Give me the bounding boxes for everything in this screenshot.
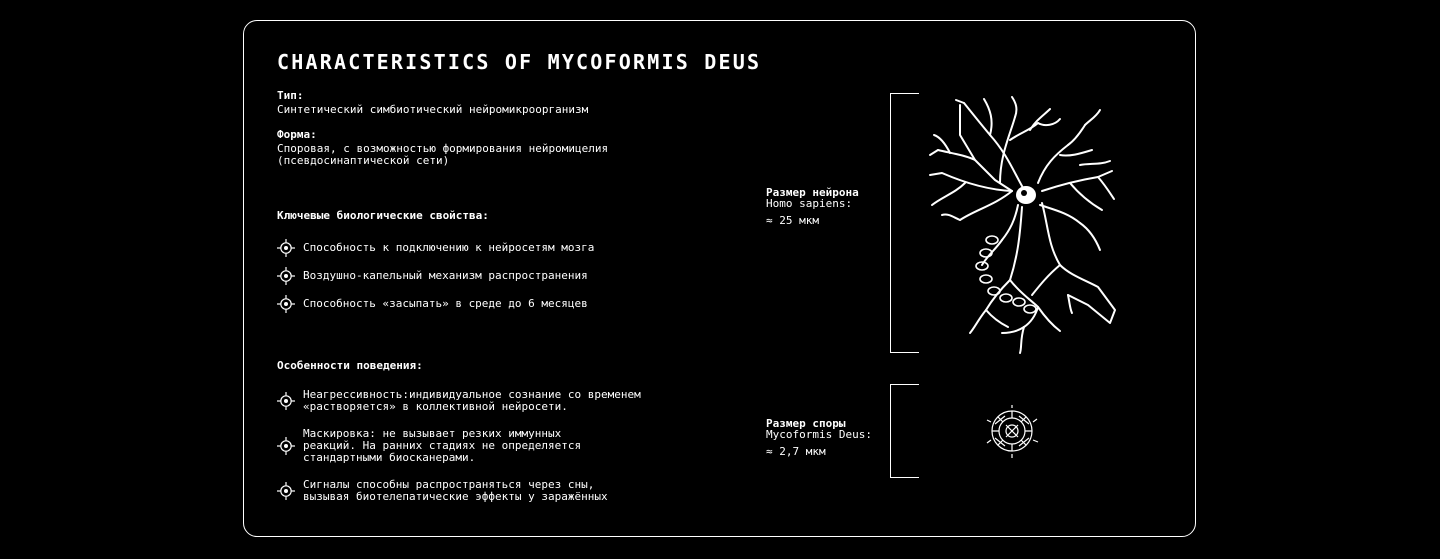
behavior-text: Маскировка: не вызывает резких иммунных реакций. На ранних стадиях не определяется стандартными биосканерами.: [303, 427, 582, 464]
crosshair-target-icon: [277, 267, 295, 285]
neuron-scale-bracket: [890, 93, 919, 353]
behavior-item: [277, 479, 608, 503]
crosshair-target-icon: [277, 437, 295, 455]
behavior-item: [277, 428, 581, 464]
bio-property-item: [277, 239, 594, 257]
neuron-size-value: ≈ 25 мкм: [766, 214, 819, 227]
neuron-size-label: Размер нейрона: [766, 186, 859, 199]
crosshair-target-icon: [277, 392, 295, 410]
bio-property-item: [277, 267, 588, 285]
behavior-item: [277, 389, 641, 413]
spore-size-label: Размер споры: [766, 417, 846, 430]
form-value: Споровая, с возможностью формирования нейромицелия (псевдосинаптической сети): [277, 142, 609, 167]
bio-property-text: Воздушно-капельный механизм распространения: [303, 269, 588, 282]
behavior-text: Неагрессивность:индивидуальное сознание со временем «растворяется» в коллективной нейросети.: [303, 388, 641, 413]
type-value: Синтетический симбиотический нейромикроорганизм: [277, 103, 589, 116]
neuron-illustration: [920, 95, 1130, 357]
bio-property-text: Способность «засыпать» в среде до 6 месяцев: [303, 297, 588, 310]
crosshair-target-icon: [277, 482, 295, 500]
spore-scale-bracket: [890, 384, 919, 478]
form-label: Форма:: [277, 128, 317, 141]
behavior-text: Сигналы способны распространяться через сны, вызывая биотелепатические эффекты у заражённых: [303, 478, 608, 503]
bio-property-text: Способность к подключению к нейросетям мозга: [303, 241, 595, 254]
spore-species: Mycoformis Deus:: [766, 428, 872, 441]
behavior-heading: Особенности поведения:: [277, 359, 423, 372]
spore-size-value: ≈ 2,7 мкм: [766, 445, 826, 458]
type-label: Тип:: [277, 89, 304, 102]
crosshair-target-icon: [277, 239, 295, 257]
spore-illustration: [985, 404, 1040, 459]
page-title: CHARACTERISTICS OF MYCOFORMIS DEUS: [277, 50, 762, 74]
crosshair-target-icon: [277, 295, 295, 313]
bio-properties-heading: Ключевые биологические свойства:: [277, 209, 489, 222]
bio-property-item: [277, 295, 588, 313]
neuron-species: Homo sapiens:: [766, 197, 853, 210]
